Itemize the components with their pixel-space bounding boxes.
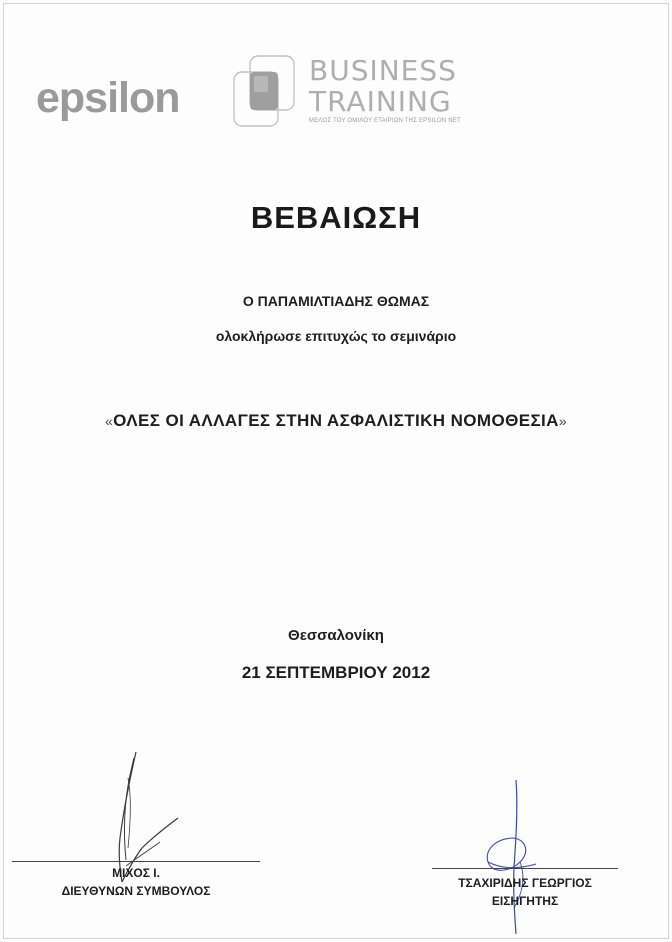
signature-right-handwritten — [476, 778, 556, 938]
recipient-name: Ο ΠΑΠΑΜΙΛΤΙΑΔΗΣ ΘΩΜΑΣ — [242, 293, 430, 309]
certificate-title: ΒΕΒΑΙΩΣΗ — [250, 200, 422, 235]
seminar-title: ΟΛΕΣ ΟΙ ΑΛΛΑΓΕΣ ΣΤΗΝ ΑΣΦΑΛΙΣΤΙΚΗ ΝΟΜΟΘΕΣΙΑ — [113, 411, 559, 430]
business-training-logo-mark — [230, 52, 300, 130]
issue-date: 21 ΣΕΠΤΕΜΒΡΙΟΥ 2012 — [241, 663, 431, 682]
signatory-left-name: ΜΙΧΟΣ Ι. — [112, 866, 160, 880]
issue-city: Θεσσαλονίκη — [288, 627, 384, 644]
business-training-logo-line2: TRAINING — [309, 85, 452, 118]
epsilon-logo: epsilon — [36, 74, 180, 122]
business-training-logo-line1: BUSINESS — [309, 54, 457, 87]
signatory-right-name: ΤΣΑΧΙΡΙΔΗΣ ΓΕΩΡΓΙΟΣ — [458, 876, 592, 890]
signature-line-left — [12, 861, 260, 862]
signatory-left-role: ΔΙΕΥΘΥΝΩΝ ΣΥΜΒΟΥΛΟΣ — [61, 884, 211, 898]
seminar-title-block — [0, 411, 672, 431]
signatory-right-role: ΕΙΣΗΓΗΤΗΣ — [491, 894, 559, 908]
completion-statement: ολοκλήρωσε επιτυχώς το σεμινάριο — [215, 328, 457, 344]
business-training-tagline: ΜΕΛΟΣ ΤΟΥ ΟΜΙΛΟΥ ΕΤΑΙΡΙΩΝ ΤΗΣ EPSILON NET — [309, 118, 461, 124]
signature-line-right — [432, 868, 618, 869]
close-quote: » — [558, 413, 568, 429]
open-quote: « — [104, 413, 114, 429]
